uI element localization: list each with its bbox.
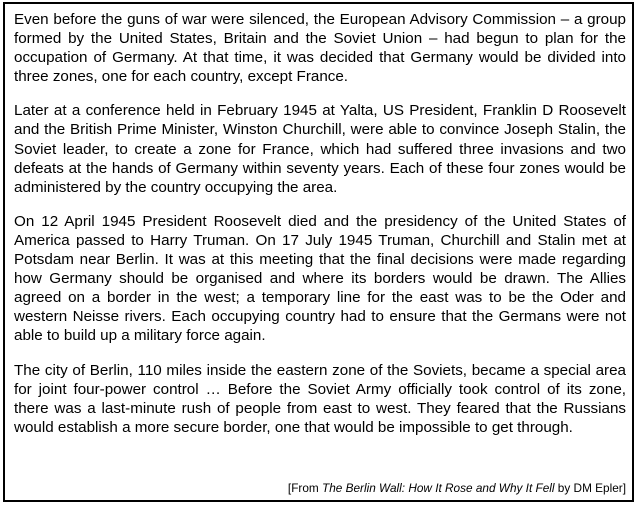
paragraph-1: Even before the guns of war were silenced, the European Advisory Commission – a group formed by the United States, Britain and the Soviet Union – had begun to plan for the occupation of Germany. At that time, it was decided that Germany would be divided into three zones, one for each country, except France.: [14, 11, 626, 86]
citation-title: The Berlin Wall: How It Rose and Why It Fell: [322, 481, 555, 495]
paragraph-2: Later at a conference held in February 1945 at Yalta, US President, Franklin D Roosevelt and the British Prime Minister, Winston Churchill, were able to convince Joseph Stalin, the Soviet leader, to create a zone for France, which had suffered three invasions and two defeats at the hands of Germany within seventy years. Each of these four zones would be administered by the country occupying the area.: [14, 102, 626, 196]
citation-suffix: by DM Epler]: [554, 481, 626, 495]
citation-prefix: [From: [287, 481, 322, 495]
paragraph-4: The city of Berlin, 110 miles inside the eastern zone of the Soviets, became a special area for joint four-power control … Before the Soviet Army officially took control of its zone, there was a last-minute rush of people from east to west. They feared that the Russians would establish a more secure border, one that would be impossible to get through.: [14, 361, 626, 436]
source-citation: [288, 481, 626, 495]
source-extract-box: [3, 2, 634, 502]
paragraph-3: On 12 April 1945 President Roosevelt died and the presidency of the United States of America passed to Harry Truman. On 17 July 1945 Truman, Churchill and Stalin met at Potsdam near Berlin. It was at this meeting that the final decisions were made regarding how Germany should be organised and where its borders would be drawn. The Allies agreed on a border in the west; a temporary line for the east was to be the Oder and western Neisse rivers. Each occupying country had to ensure that the Germans were not able to build up a military force again.: [14, 212, 626, 345]
